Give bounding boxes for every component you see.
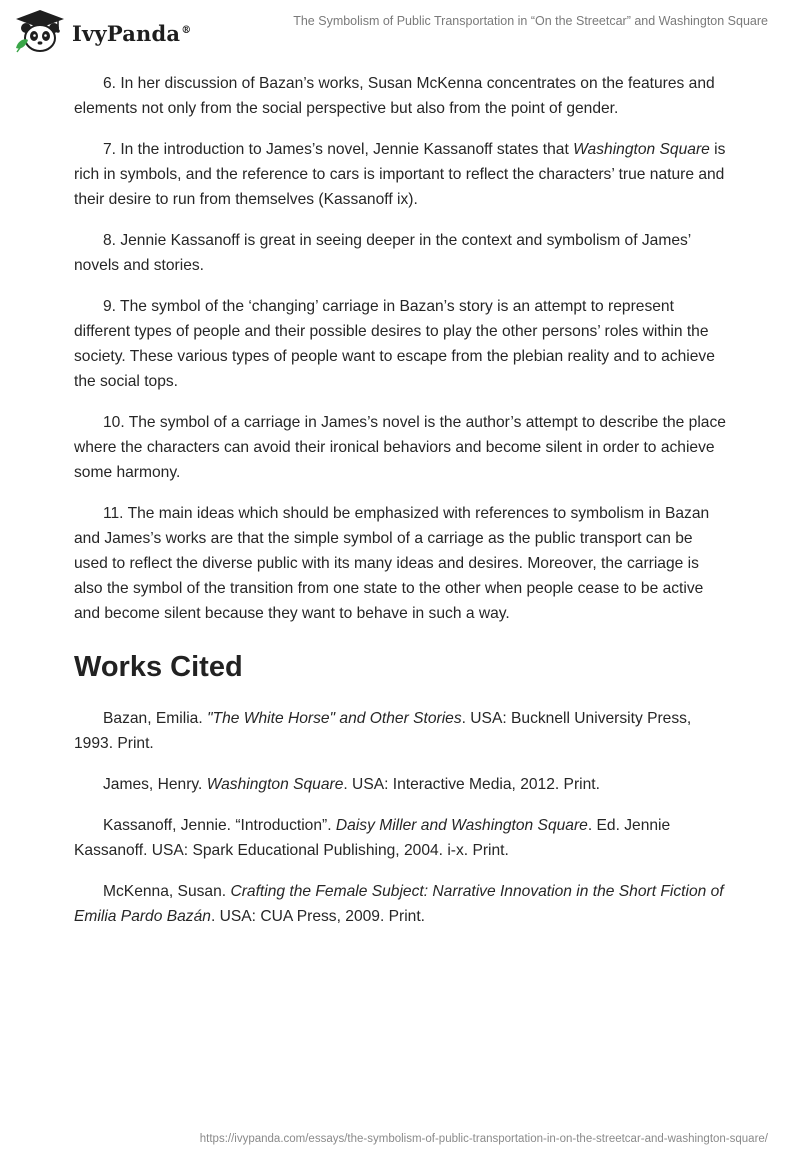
body-paragraph [74,501,726,626]
brand-name: IvyPanda® [72,20,192,46]
ivypanda-logo[interactable] [12,8,191,54]
text-segment: McKenna, Susan. [103,883,231,900]
text-segment: . Ed. Jennie Kassanoff. USA: Spark Educational Publishing, 2004. i-x. Print. [74,817,671,859]
text-segment: Bazan, Emilia. [103,710,208,727]
citation-entry [74,879,726,929]
italic-title: Daisy Miller and Washington Square [335,817,588,834]
source-url[interactable]: https://ivypanda.com/essays/the-symbolism-of-public-transportation-in-on-the-streetcar-and-washington-square/ [199,1133,768,1145]
body-paragraphs [74,71,726,626]
text-segment: Kassanoff, Jennie. “Introduction”. [103,817,336,834]
italic-title: Crafting the Female Subject: Narrative Innovation in the Short Fiction of Emilia Pardo Bazán [74,883,724,925]
citation-entry [74,813,726,863]
text-segment: . USA: CUA Press, 2009. Print. [210,908,426,925]
document-title: The Symbolism of Public Transportation in “On the Streetcar” and Washington Square [293,14,768,28]
works-cited-list [74,706,726,929]
text-segment: 9. The symbol of the ‘changing’ carriage in Bazan’s story is an attempt to represent different types of people and their possible desires to play the other persons’ roles within the society. These various types of people want to escape from the plebian reality and to achieve the social tops. [74,298,715,390]
body-paragraph [74,71,726,121]
works-cited-heading: Works Cited [74,651,243,683]
citation-entry [74,706,726,756]
text-segment: . USA: Interactive Media, 2012. Print. [343,776,600,793]
text-segment: James, Henry. [103,776,207,793]
citation-entry [74,772,726,797]
text-segment: 8. Jennie Kassanoff is great in seeing deeper in the context and symbolism of James’ novels and stories. [74,232,691,274]
text-segment: 11. The main ideas which should be emphasized with references to symbolism in Bazan and James’s works are that the simple symbol of a carriage as the public transport can be used to reflect the diverse public with its many ideas and desires. Moreover, the carriage is also the symbol of the transition from one state to the other when people cease to be active and become silent because they want to behave in such a way. [74,505,710,622]
text-segment: 6. In her discussion of Bazan’s works, Susan McKenna concentrates on the features and elements not only from the social perspective but also from the point of gender. [74,75,715,117]
page-header [0,0,800,60]
italic-title: Washington Square [206,776,344,793]
text-segment: . USA: Bucknell University Press, 1993. Print. [74,710,692,752]
panda-graduate-icon [12,8,68,54]
text-segment: is rich in symbols, and the reference to cars is important to reflect the characters’ true nature and their desire to run from themselves (Kassanoff ix). [74,141,726,208]
body-paragraph [74,137,726,212]
italic-title: Washington Square [573,141,710,158]
text-segment: 10. The symbol of a carriage in James’s novel is the author’s attempt to describe the place where the characters can avoid their ironical behaviors and become silent in order to achieve some harmony. [74,414,726,481]
body-paragraph [74,228,726,278]
text-segment: 7. In the introduction to James’s novel, Jennie Kassanoff states that [103,141,574,158]
italic-title: "The White Horse" and Other Stories [207,710,462,727]
essay-content [74,71,726,945]
body-paragraph [74,294,726,394]
body-paragraph [74,410,726,485]
